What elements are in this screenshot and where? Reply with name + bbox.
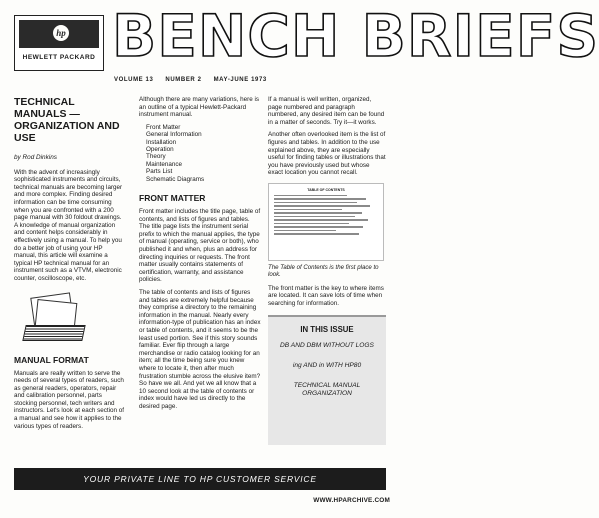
toc-image-heading: TABLE OF CONTENTS: [307, 187, 345, 192]
column-1: [14, 96, 126, 435]
volume: VOLUME 13: [114, 77, 154, 83]
outline-item: Front Matter: [146, 123, 181, 131]
table-of-contents-image: [268, 183, 384, 261]
article-headline: TECHNICAL MANUALS — ORGANIZATION AND USE: [14, 96, 120, 144]
outline-item: Maintenance: [146, 160, 183, 168]
number: NUMBER 2: [165, 77, 202, 83]
hp-logo: [14, 15, 104, 71]
issue-item: TECHNICAL MANUAL ORGANIZATION: [293, 382, 361, 398]
byline: by Rod Dinkins: [14, 154, 57, 161]
outline-intro: Although there are many variations, here is an outline of a typical Hewlett-Packard instrument manual.: [139, 96, 260, 119]
paragraph: The front matter is the key to where items are located. It can save lots of time when searching for information.: [268, 284, 384, 307]
outline-item: Theory: [146, 153, 166, 161]
outline-item: Schematic Diagrams: [146, 175, 205, 183]
hp-logo-mark: hp: [53, 25, 69, 41]
logo-text: HEWLETT PACKARD: [22, 54, 96, 61]
outline-item: General Information: [146, 131, 202, 139]
column-2: [139, 96, 261, 415]
front-matter-paragraph: Front matter includes the title page, table of contents, and lists of figures and tables. The title page lists the instrument serial prefix to which the manual applies, the type of manual (operating, service or both), who published it and when, plus an address for directing inquiries or requests. The front matter usually contains statements of certification, warranty, and assistance policies.: [139, 208, 261, 284]
outline-item: Parts List: [146, 168, 173, 176]
manual-illustration: [24, 295, 84, 345]
image-caption: The Table of Contents is the first place to look.: [268, 263, 379, 279]
issue-item: DB AND DBM WITHOUT LOGS: [280, 342, 374, 350]
manual-format-paragraph: Manuals are really written to serve the needs of several types of readers, such as general readers, operators, repair and calibration personnel, parts stocking personnel, tech writers and instructors. Let's look at each section of a manual and see how it applies to the various types of readers.: [14, 369, 125, 430]
hp-emblem: [19, 20, 99, 48]
newsletter-title: BENCH BRIEFS: [112, 2, 599, 70]
archive-url: WWW.HPARCHIVE.COM: [313, 497, 390, 504]
in-this-issue-heading: IN THIS ISSUE: [300, 325, 354, 335]
section-heading-manual-format: MANUAL FORMAT: [14, 354, 89, 365]
footer-banner: YOUR PRIVATE LINE TO HP CUSTOMER SERVICE: [14, 468, 386, 490]
intro-paragraph: With the advent of increasingly sophisticated instruments and circuits, technical manuals are becoming larger and more complex. Finding desired information can be time consuming when you are confronted with a 200 page manual with 30 foldout drawings. A knowledge of manual organization and content helps considerably in effectively using a manual. To help you do a better job of using your HP manual, this article will examine a typical HP technical manual for an instrument such as a VTVM, electronic counter, oscilloscope, etc.: [14, 168, 123, 282]
issue-item: ing AND in WITH HP80: [292, 362, 362, 370]
outline-item: Operation: [146, 146, 174, 153]
in-this-issue-box: [268, 315, 386, 445]
table-of-contents-paragraph: The table of contents and lists of figures and tables are extremely helpful because they comprise a directory to the remaining information in the manual. Nearly every information-type of publication has an index or table of contents, and it seems to be the least used portion. See if this story sounds familiar. Ever flip through a large merchandise or radio catalog looking for an item; all the time being sure you knew where to locate it, then after much frustration stumble across the elusive item? So have we all. And yet we all know that a 10 second look at the table of contents or index would have led us directly to the desired page.: [139, 288, 261, 410]
outline-item: Installation: [146, 138, 177, 146]
manual-outline-list: [146, 124, 261, 183]
issue-info: [114, 77, 267, 83]
issue-date: MAY-JUNE 1973: [213, 77, 267, 83]
column-3: [268, 96, 386, 445]
section-heading-front-matter: FRONT MATTER: [139, 193, 206, 204]
paragraph: If a manual is well written, organized, page numbered and paragraph numbered, any desired item can be found in a matter of seconds. Try it—it works.: [268, 96, 385, 126]
paragraph: Another often overlooked item is the list of figures and tables. In addition to the use explained above, they are especially useful for finding tables or illustrations that you have previously used but whose exact location you cannot recall.: [268, 131, 386, 177]
